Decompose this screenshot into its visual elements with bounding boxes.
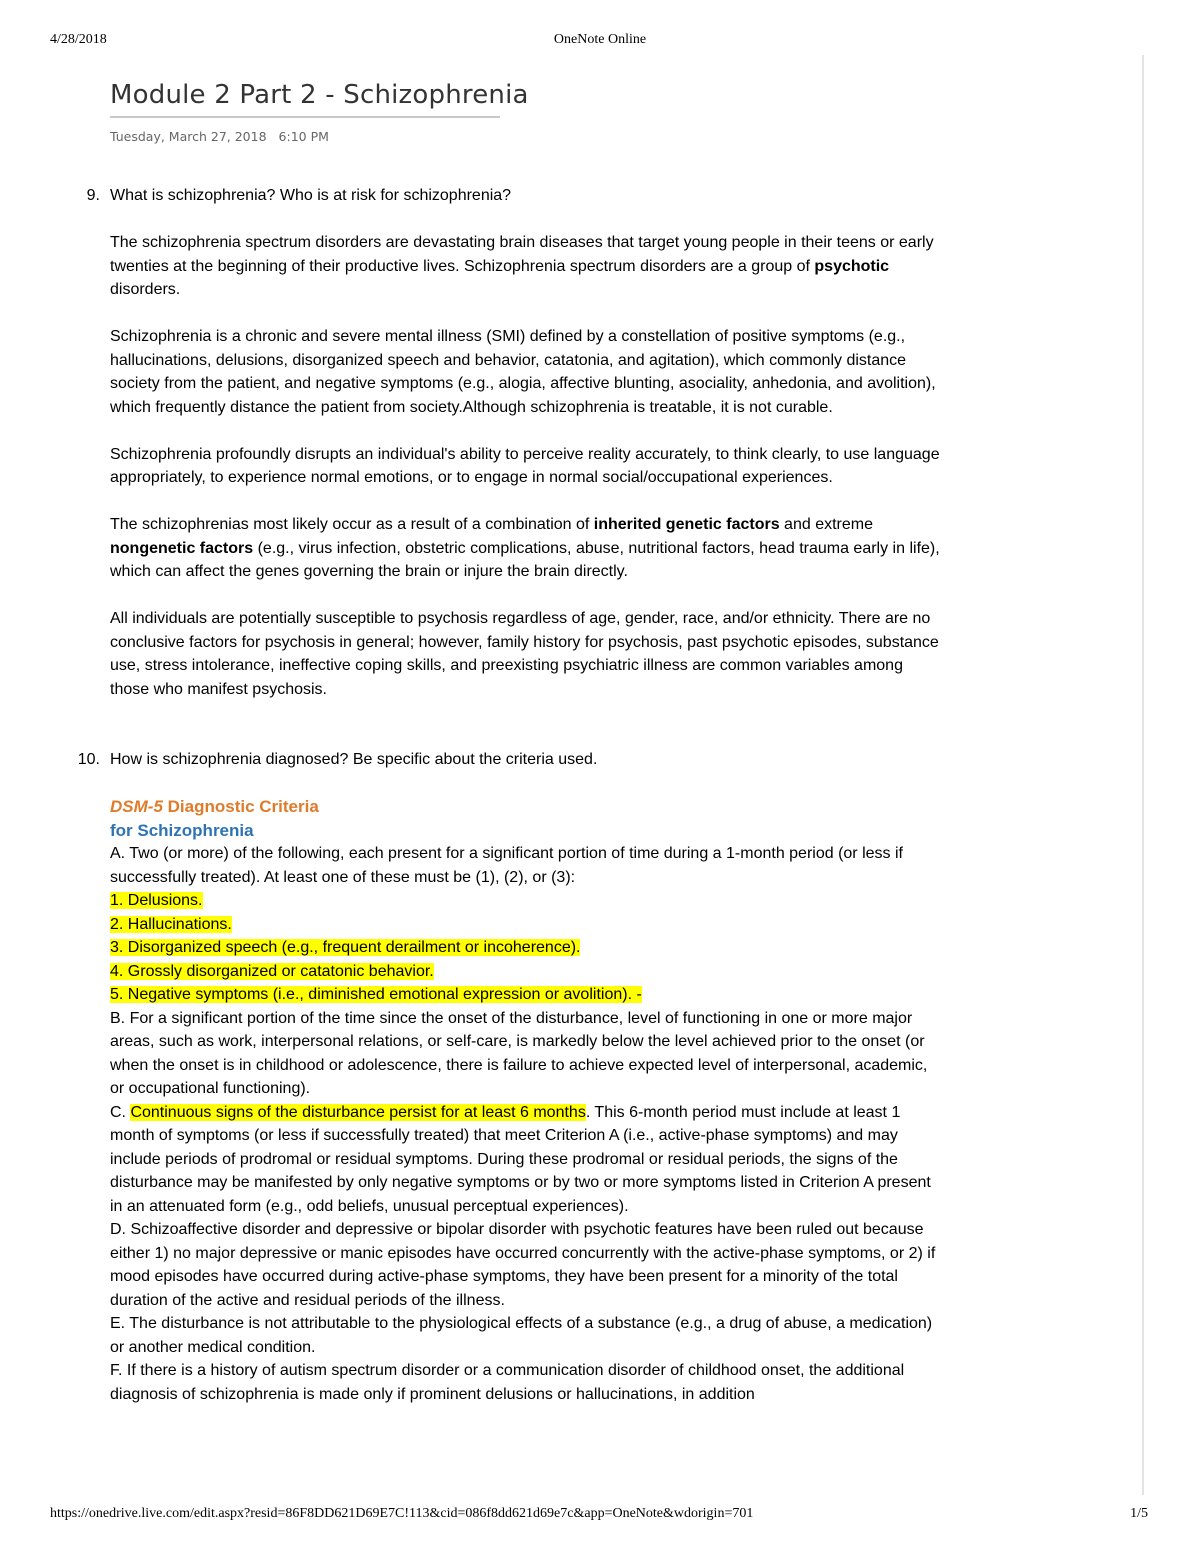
criterion-b: B. For a significant portion of the time since the onset of the disturbance, level of functioning in one or more major areas, such as work, interpersonal relations, or self-care, is markedly below the level achieved prior to the onset (or when the onset is in childhood or adolescence, there is failure to achieve expected level of interpersonal, academic, or occupational functioning). <box>110 1009 928 1097</box>
highlighted-text: 1. Delusions. <box>110 892 203 909</box>
criteria-subheading: for Schizophrenia <box>110 820 254 840</box>
text-run: The schizophrenia spectrum disorders are devastating brain diseases that target young people in their teens or early twenties at the beginning of their productive lives. Schizophrenia spectrum disorders are a group of <box>110 234 934 275</box>
page-time: 6:10 PM <box>278 129 329 144</box>
print-url: https://onedrive.live.com/edit.aspx?resid=86F8DD621D69E7C!113&cid=086f8dd621d69e7c&app=OneNote&wdorigin=701 <box>50 1506 754 1521</box>
page-timestamp <box>110 129 329 144</box>
note-content <box>77 184 940 1406</box>
text-run: The schizophrenias most likely occur as a result of a combination of <box>110 516 594 533</box>
text-run: (e.g., virus infection, obstetric complications, abuse, nutritional factors, head trauma early in life), which can affect the genes governing the brain or injure the brain directly. <box>110 539 940 580</box>
answer-paragraph: Schizophrenia profoundly disrupts an individual's ability to perceive reality accurately, to think clearly, to use language appropriately, to experience normal emotions, or to engage in normal social/occupational experiences. <box>110 445 940 486</box>
bold-term: nongenetic factors <box>110 539 254 557</box>
highlighted-text: 4. Grossly disorganized or catatonic behavior. <box>110 962 434 980</box>
criterion-a: A. Two (or more) of the following, each present for a significant portion of time during a 1-month period (or less if successfully treated). At least one of these must be (1), (2), or (3): <box>110 845 903 886</box>
answer-paragraph: Schizophrenia is a chronic and severe mental illness (SMI) defined by a constellation of positive symptoms (e.g., hallucinations, delusions, disorganized speech and behavior, catatonia, and agitation), which commonly distance society from the patient, and negative symptoms (e.g., alogia, affective blunting, asociality, anhedonia, and avolition), which frequently distance the patient from society.Although schizophrenia is treatable, it is not curable. <box>110 328 936 416</box>
highlighted-text: 5. Negative symptoms (i.e., diminished emotional expression or avolition). - <box>110 986 642 1003</box>
page-date: Tuesday, March 27, 2018 <box>110 129 267 144</box>
text-run: . This 6-month period must include at least 1 month of symptoms (or less if successfully treated) that meet Criterion A (i.e., active-phase symptoms) and may include periods of prodromal or residual symptoms. During these prodromal or residual periods, the signs of the disturbance may be manifested by only negative symptoms or by two or more symptoms listed in Criterion A present in an attenuated form (e.g., odd beliefs, unusual perceptual experiences). <box>110 1103 931 1215</box>
question-number: 10. <box>77 751 100 768</box>
criteria-heading-text: Diagnostic Criteria <box>162 797 319 816</box>
print-app-name: OneNote Online <box>553 32 647 47</box>
text-run: C. <box>110 1103 131 1121</box>
question-number: 9. <box>86 187 100 204</box>
question-10 <box>77 748 940 772</box>
question-text: How is schizophrenia diagnosed? Be specific about the criteria used. <box>110 751 598 768</box>
highlighted-text: 3. Disorganized speech (e.g., frequent derailment or incoherence). <box>110 939 581 956</box>
text-run: disorders. <box>110 281 181 298</box>
answer-paragraph: All individuals are potentially susceptible to psychosis regardless of age, gender, race, and/or ethnicity. There are no conclusive factors for psychosis in general; however, family history for psychosis, past psychotic episodes, substance use, stress intolerance, ineffective coping skills, and preexisting psychiatric illness are common variables among those who manifest psychosis. <box>110 610 939 698</box>
print-footer <box>0 1506 1200 1526</box>
criterion-a-item <box>110 889 940 913</box>
page-frame-edge <box>1142 55 1144 1495</box>
criterion-c <box>110 1101 940 1219</box>
print-date: 4/28/2018 <box>50 32 107 47</box>
answer-paragraph <box>110 231 940 302</box>
question-text: What is schizophrenia? Who is at risk for schizophrenia? <box>110 187 512 204</box>
question-9 <box>86 184 940 208</box>
criteria-heading <box>110 795 940 819</box>
title-underline <box>110 116 500 118</box>
bold-term: inherited genetic factors <box>593 516 780 533</box>
highlighted-text: Continuous signs of the disturbance persist for at least 6 months <box>130 1103 586 1121</box>
criterion-a-item <box>110 960 940 984</box>
answer-paragraph <box>110 513 940 584</box>
criterion-a-item <box>110 913 940 937</box>
page-title: Module 2 Part 2 - Schizophrenia <box>110 80 529 110</box>
criterion-a-item <box>110 983 940 1007</box>
print-page-number: 1/5 <box>1130 1506 1148 1521</box>
criterion-a-item <box>110 936 940 960</box>
text-run: and extreme <box>779 516 873 533</box>
criteria-heading-italic: DSM-5 <box>110 797 163 816</box>
criterion-e: E. The disturbance is not attributable to the physiological effects of a substance (e.g., a drug of abuse, a medication) or another medical condition. <box>110 1315 933 1356</box>
highlighted-text: 2. Hallucinations. <box>110 915 232 933</box>
criterion-f: F. If there is a history of autism spectrum disorder or a communication disorder of childhood onset, the additional diagnosis of schizophrenia is made only if prominent delusions or hallucinations, in addition <box>110 1362 905 1403</box>
print-header <box>0 32 1200 52</box>
criterion-d: D. Schizoaffective disorder and depressive or bipolar disorder with psychotic features have been ruled out because either 1) no major depressive or manic episodes have occurred concurrently with the active-phase symptoms, or 2) if mood episodes have occurred during active-phase symptoms, they have been present for a minority of the total duration of the active and residual periods of the illness. <box>110 1221 936 1309</box>
bold-term: psychotic <box>814 257 890 275</box>
